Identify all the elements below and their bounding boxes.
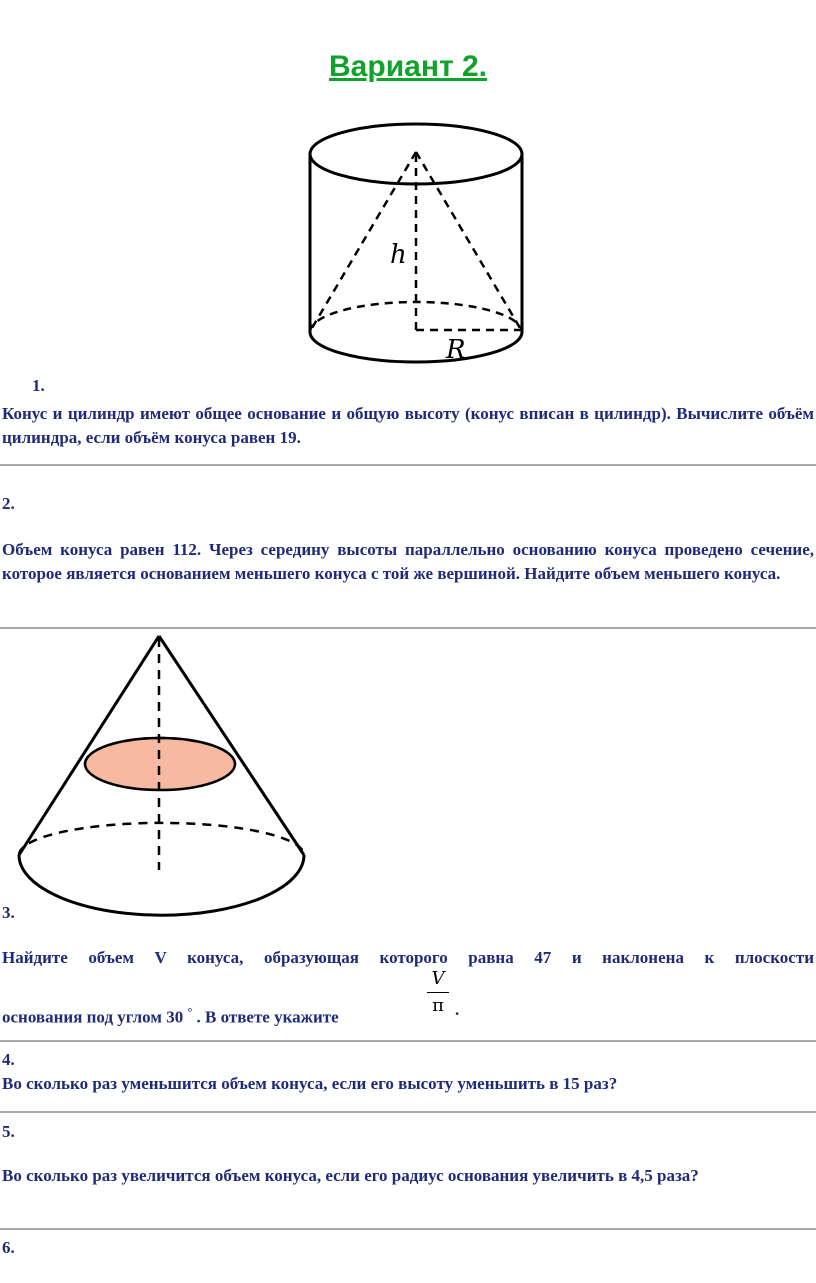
divider — [0, 464, 816, 466]
page-title: Вариант 2. — [329, 50, 487, 83]
task-3-number: 3. — [2, 903, 15, 922]
cylinder-cone-figure — [298, 120, 538, 370]
task-4-number: 4. — [2, 1050, 15, 1069]
divider — [0, 1228, 816, 1230]
degree-sign: ° — [187, 1005, 193, 1019]
task-4-text: Во сколько раз уменьшится объем конуса, если его высоту уменьшить в 15 раз? — [2, 1074, 618, 1093]
task-5-text: Во сколько раз увеличится объем конуса, если его радиус основания увеличить в 4,5 раза? — [2, 1166, 699, 1185]
task-1-number: 1. — [32, 376, 45, 395]
fraction-bar — [427, 992, 449, 993]
task-2-text: Объем конуса равен 112. Через середину высоты параллельно основанию конуса проведено сечение, которое является основанием меньшего конуса с той же вершиной. Найдите объем меньшего конуса. — [2, 540, 814, 583]
divider — [0, 1111, 816, 1113]
task-1-text: Конус и цилиндр имеют общее основание и общую высоту (конус вписан в цилиндр). Вычислите объём цилиндра, если объём конуса равен 19. — [2, 404, 814, 447]
divider — [0, 627, 816, 629]
task-3-text-line2 — [2, 1000, 482, 1030]
task-6-number: 6. — [2, 1238, 15, 1257]
task-3-text-line1: Найдите объем V конуса, образующая которого равна 47 и наклонена к плоскости — [2, 948, 814, 967]
divider — [0, 1040, 816, 1042]
fraction-numerator: V — [431, 968, 445, 989]
fraction-denominator: π — [432, 995, 444, 1016]
height-label: h — [390, 240, 407, 270]
task-3-text-b: . В ответе укажите — [196, 1007, 339, 1027]
radius-label: R — [446, 335, 466, 365]
cone-section-figure — [14, 630, 314, 920]
task-2-number: 2. — [2, 494, 15, 513]
task-3-text-a: основания под углом 30 — [2, 1007, 184, 1027]
fraction-v-over-pi — [424, 968, 452, 1017]
task-5-number: 5. — [2, 1122, 15, 1141]
task-3-period: . — [455, 1000, 460, 1019]
